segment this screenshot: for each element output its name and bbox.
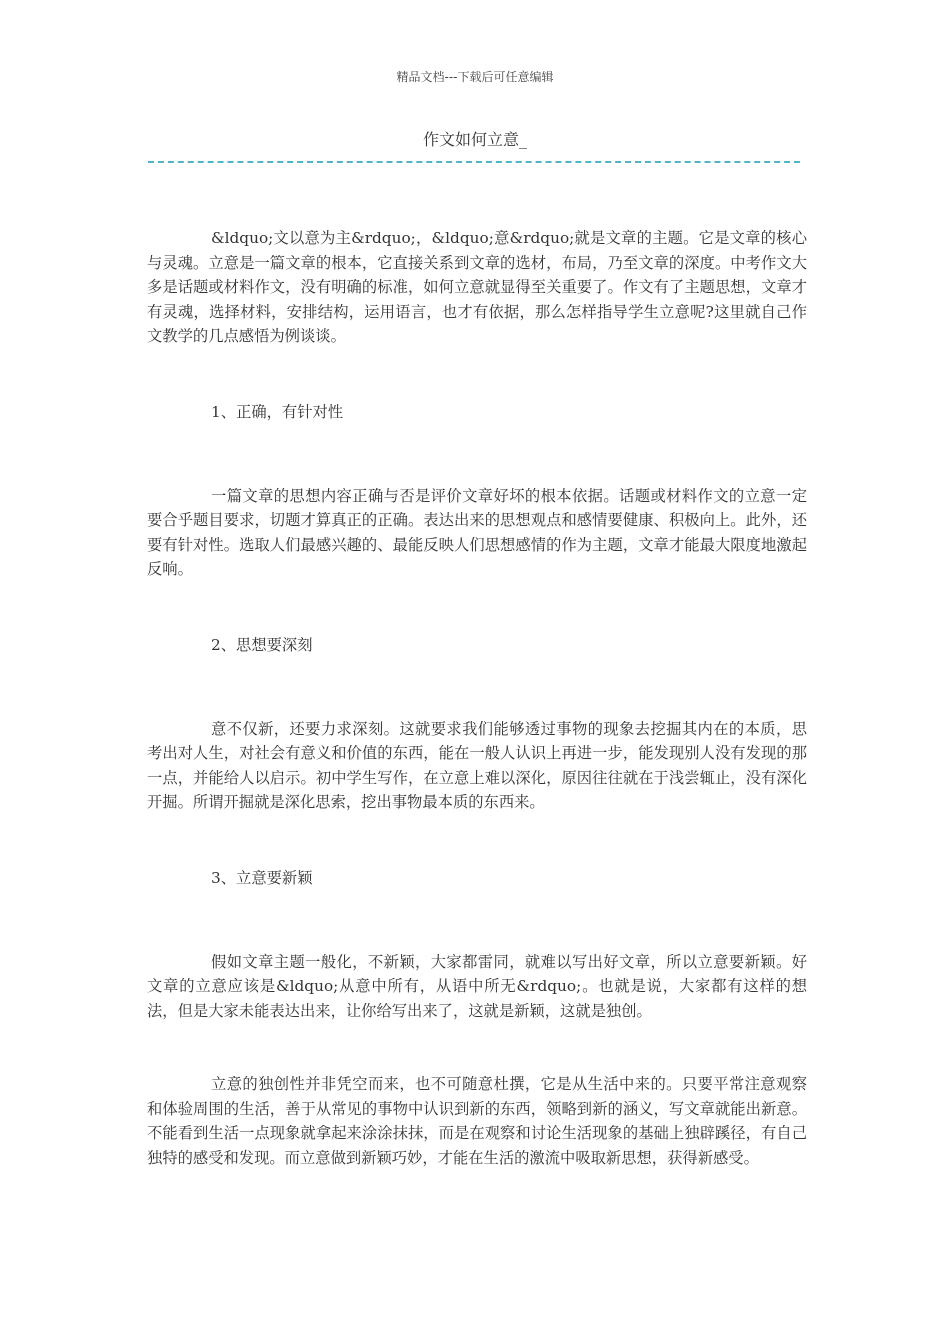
- section-1-paragraph: 一篇文章的思想内容正确与否是评价文章好坏的根本依据。话题或材料作文的立意一定要合乎题目要求，切题才算真正的正确。表达出来的思想观点和感情要健康、积极向上。此外，还要有针对性。选取人们最感兴趣的、最能反映人们思想感情的作为主题，文章才能最大限度地激起反响。: [147, 486, 807, 579]
- title-divider: [148, 161, 800, 163]
- closing-paragraph: 立意的独创性并非凭空而来，也不可随意杜撰，它是从生活中来的。只要平常注意观察和体验周围的生活，善于从常见的事物中认识到新的东西，领略到新的涵义，写文章就能出新意。不能看到生活一点现象就拿起来涂涂抹抹，而是在观察和讨论生活现象的基础上独辟蹊径，有自己独特的感受和发现。而立意做到新颖巧妙，才能在生活的激流中吸取新思想，获得新感受。: [147, 1075, 807, 1168]
- page-header-note: 精品文档---下载后可任意编辑: [396, 70, 554, 84]
- section-heading-2: 2、思想要深刻: [211, 635, 313, 654]
- section-heading-1: 1、正确，有针对性: [211, 402, 344, 421]
- document-title: 作文如何立意_: [422, 130, 527, 149]
- document-body: [147, 226, 807, 1171]
- intro-paragraph: &ldquo;文以意为主&rdquo;，&ldquo;意&rdquo;就是文章的主题。它是文章的核心与灵魂。立意是一篇文章的根本，它直接关系到文章的选材，布局，乃至文章的深度。中考作文大多是话题或材料作文，没有明确的标准，如何立意就显得至关重要了。作文有了主题思想，文章才有灵魂，选择材料，安排结构，运用语言，也才有依据，那么怎样指导学生立意呢?这里就自己作文教学的几点感悟为例谈谈。: [147, 229, 807, 346]
- section-heading-3: 3、立意要新颖: [211, 868, 313, 887]
- section-3-paragraph: 假如文章主题一般化，不新颖，大家都雷同，就难以写出好文章，所以立意要新颖。好文章的立意应该是&ldquo;从意中所有，从语中所无&rdquo;。也就是说，大家都有这样的想法，但是大家未能表达出来，让你给写出来了，这就是新颖，这就是独创。: [147, 952, 807, 1020]
- section-2-paragraph: 意不仅新，还要力求深刻。这就要求我们能够透过事物的现象去挖掘其内在的本质，思考出对人生，对社会有意义和价值的东西，能在一般人认识上再进一步，能发现别人没有发现的那一点，并能给人以启示。初中学生写作，在立意上难以深化，原因往往就在于浅尝辄止，没有深化开掘。所谓开掘就是深化思索，挖出事物最本质的东西来。: [147, 719, 807, 812]
